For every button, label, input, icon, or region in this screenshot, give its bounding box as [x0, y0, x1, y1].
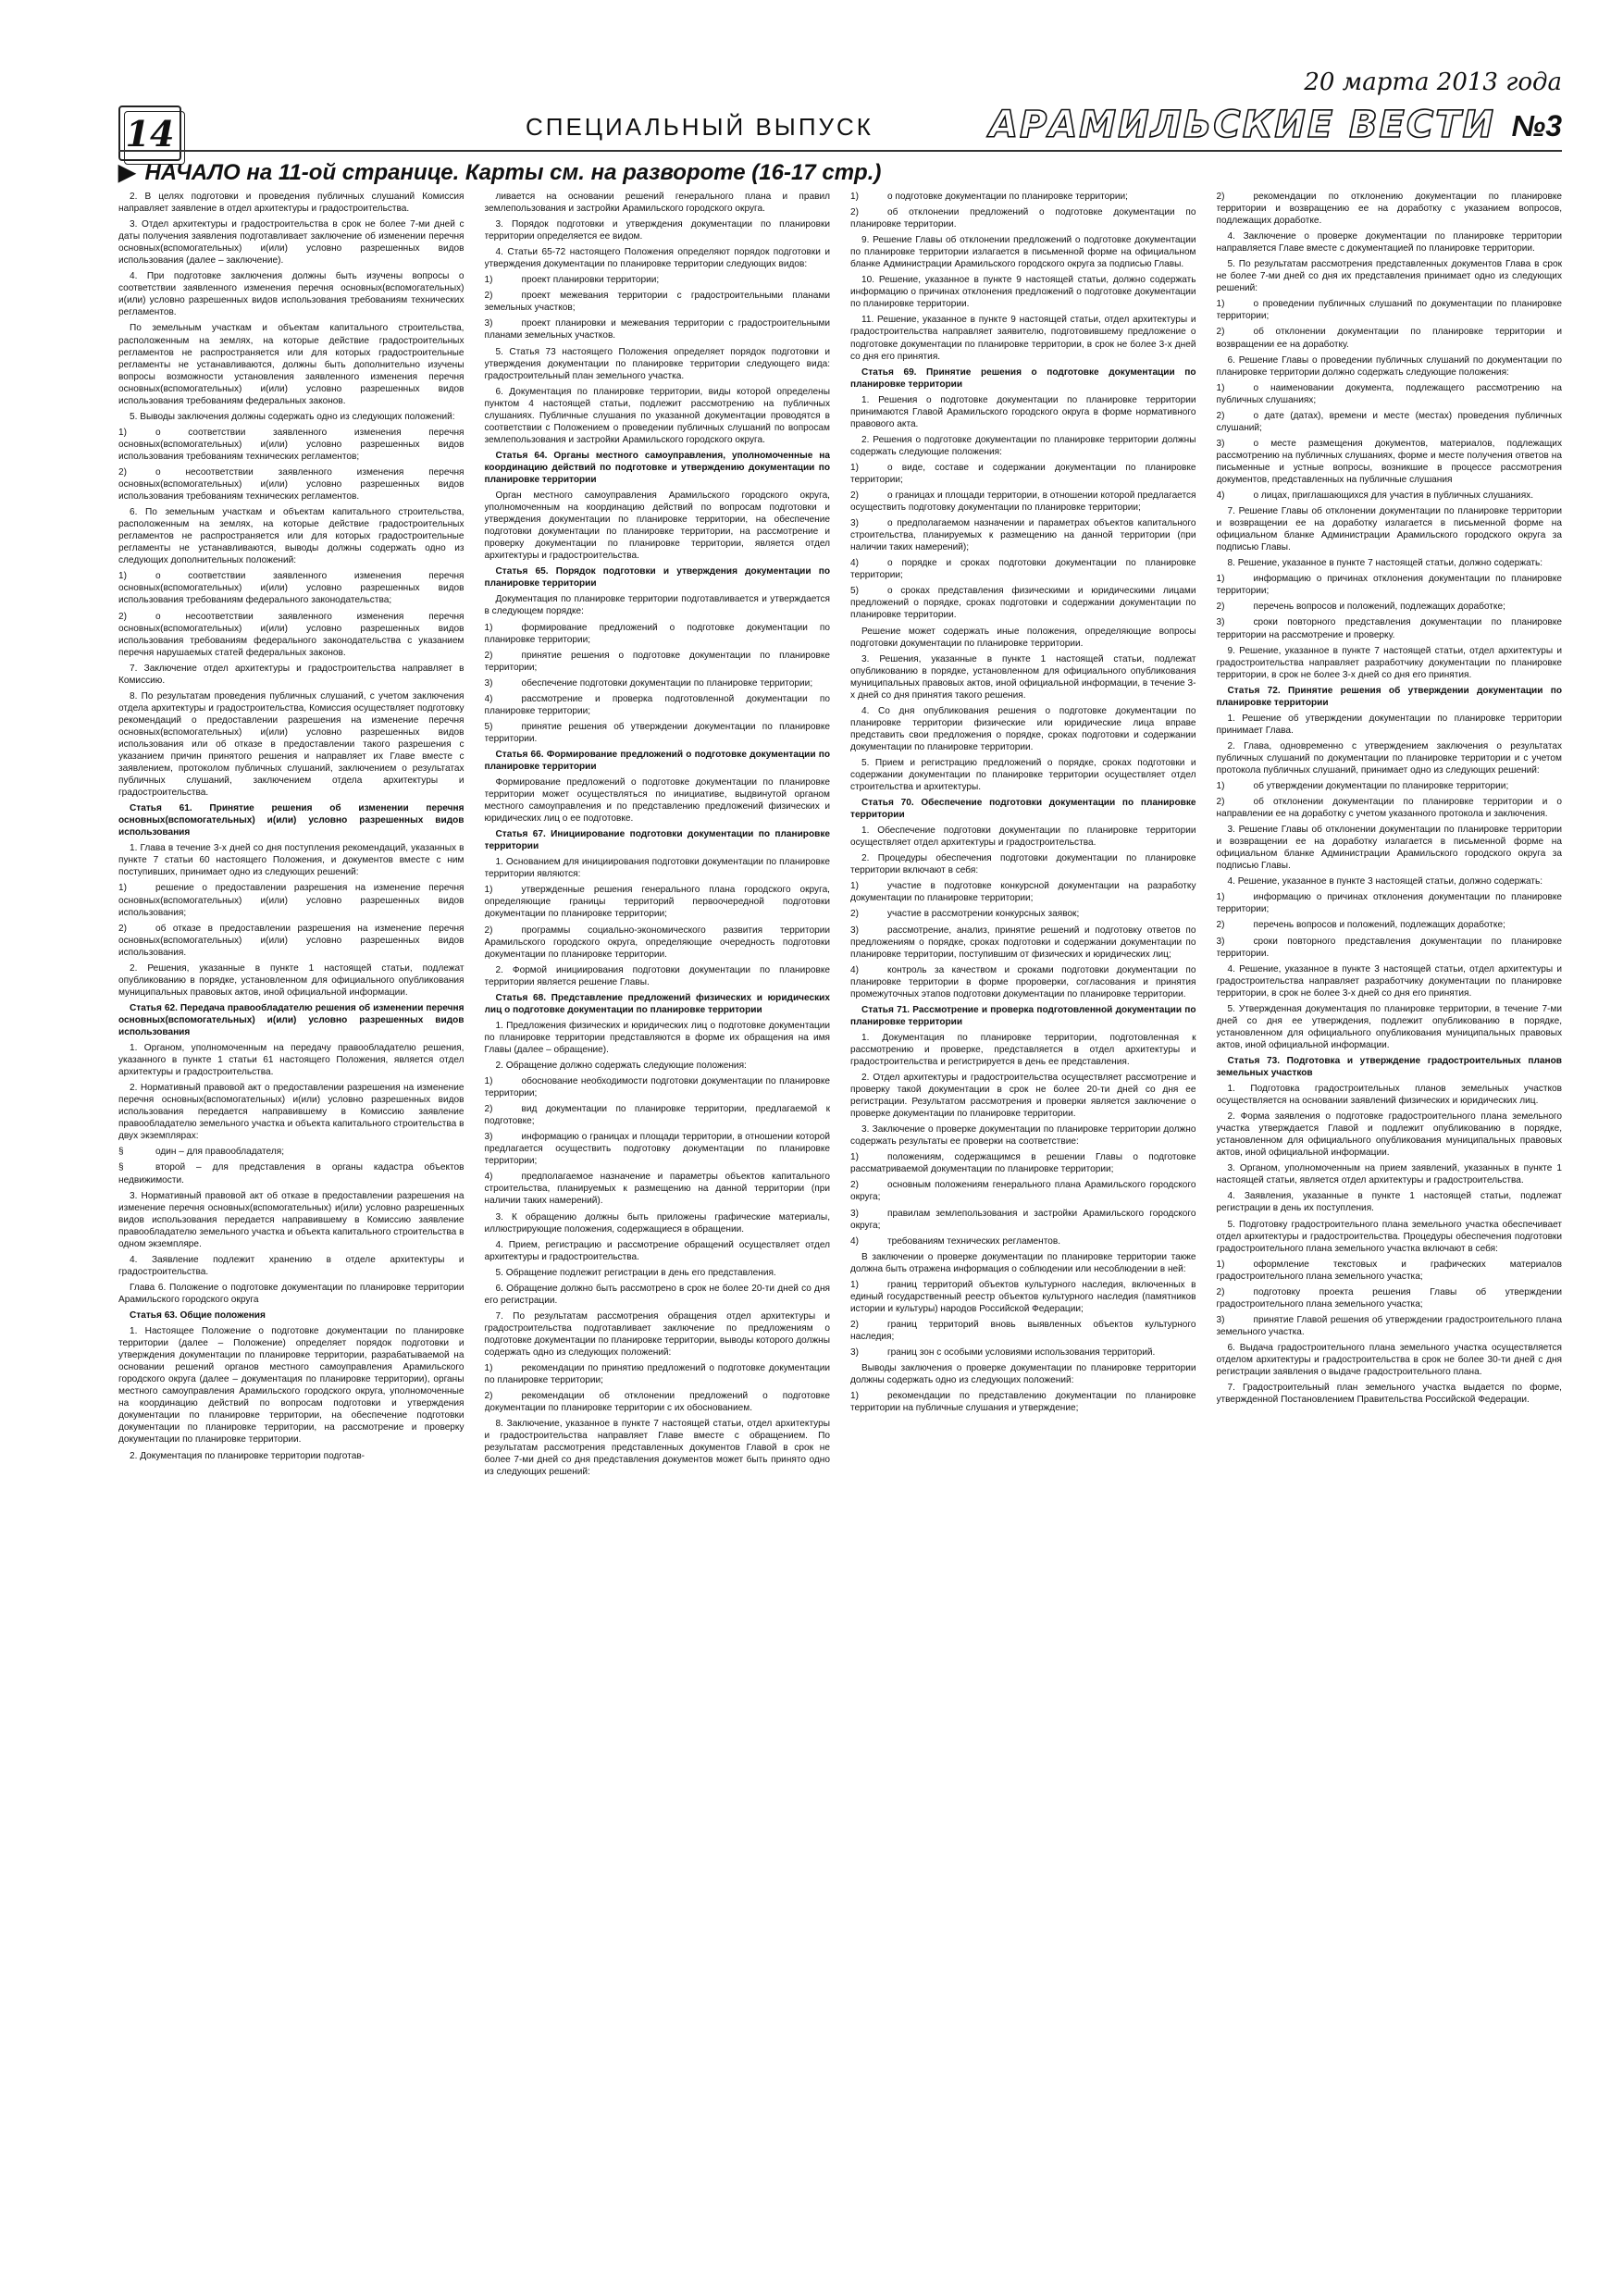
paragraph: 1. Документация по планировке территории, подготовленная к рассмотрению и проверке, представляется в отдел архитектуры и градостроительства и регистрируется в день ее представления. [850, 1032, 1196, 1067]
list-item-text: о несоответствии заявленного изменения перечня основных(вспомогательных) и(или) условно разрешенных видов использования требованиям федерального законодательства с указанием перечня нарушаемых статей федеральных законов. [118, 611, 465, 658]
paragraph: Решение может содержать иные положения, определяющие вопросы подготовки документации по планировке территории. [850, 626, 1196, 649]
list-marker: 2) [1216, 920, 1225, 931]
list-marker: 4) [850, 1235, 859, 1247]
list-item [485, 693, 831, 717]
column-3 [850, 191, 1196, 2273]
list-item [850, 908, 1196, 920]
list-item [1217, 601, 1563, 613]
article-heading: Статья 68. Представление предложений физических и юридических лиц о подготовке документации по планировке территории [484, 992, 830, 1015]
list-item [485, 622, 831, 646]
column-1 [118, 191, 465, 2273]
list-marker: 4) [484, 693, 493, 704]
list-item [850, 585, 1196, 621]
list-marker: 3) [1216, 438, 1225, 449]
issue-date: 20 марта 2013 года [1304, 68, 1562, 96]
paragraph: 1. Основанием для инициирования подготовки документации по планировке территории являются: [484, 857, 830, 880]
list-item-text: вид документации по планировке территории, предлагаемой к подготовке; [484, 1104, 830, 1127]
page-header [118, 67, 1562, 155]
list-item-text: рассмотрение, анализ, принятие решений и подготовку ответов по предложениям о порядке, сроках подготовки и содержании документации по планировке территории, поступившим от физических и юридических лиц; [850, 925, 1196, 960]
paragraph: 6. Выдача градостроительного плана земельного участка осуществляется отделом архитектуры и градостроительства в срок не более 30-ти дней с дня регистрации заявления о выдаче градостроительного плана. [1216, 1342, 1562, 1378]
list-marker: 2) [484, 925, 493, 936]
paragraph: 1. Органом, уполномоченным на передачу правообладателю решения, указанного в пункте 1 статьи 61 настоящего Положения, является отдел архитектуры и градостроительства. [118, 1043, 465, 1078]
list-item-text: участие в подготовке конкурсной документации на разработку документации по планировке территории; [850, 881, 1196, 904]
list-item-text: о проведении публичных слушаний по документации по планировке территории; [1216, 299, 1562, 322]
list-item-text: рассмотрение и проверка подготовленной документации по планировке территории; [484, 693, 830, 716]
column-2 [485, 191, 831, 2273]
paragraph: 4. Решение, указанное в пункте 3 настоящей статьи, отдел архитектуры и градостроительства направляет разработчику документации по планировке территории, в срок не более 3-х дней со дня его принятия. [1216, 963, 1562, 999]
list-marker: 2) [118, 466, 127, 478]
list-item [485, 650, 831, 674]
paragraph: 7. Градостроительный план земельного участка выдается по форме, утвержденной Постановлением Правительства Российской Федерации. [1216, 1383, 1562, 1406]
list-item [1217, 796, 1563, 820]
paragraph: 6. По земельным участкам и объектам капитального строительства, расположенным на землях, на которые действие градостроительных регламентов не распространяется или для которых градостроительные регламенты не устанавливаются, выводы должны содержать одно из следующих дополнительных положений: [118, 507, 465, 566]
list-marker: 1) [1216, 299, 1225, 310]
list-item-text: проект планировки и межевания территории с градостроительными планами земельных участков. [484, 318, 830, 341]
paragraph: 2. В целях подготовки и проведения публичных слушаний Комиссия направляет заявление в отдел архитектуры и градостроительства. [118, 192, 465, 215]
list-marker: 4) [850, 558, 859, 569]
list-item [850, 191, 1196, 203]
list-item [118, 1146, 465, 1158]
article-heading: Статья 66. Формирование предложений о подготовке документации по планировке территории [484, 749, 830, 772]
list-item-text: о подготовке документации по планировке территории; [887, 192, 1128, 202]
list-marker: 1) [484, 1363, 493, 1374]
paragraph: 1. Решения о подготовке документации по планировке территории принимаются Главой Арамильского городского округа в форме нормативного правового акта. [850, 394, 1196, 429]
paragraph: 2. Решения, указанные в пункте 1 настоящей статьи, подлежат опубликованию в порядке, установленном для официального опубликования муниципальных правовых актов, иной официальной информации. [118, 962, 465, 998]
list-item [118, 611, 465, 659]
page-number: 14 [118, 105, 181, 161]
list-marker: 2) [850, 207, 859, 218]
paragraph: 4. Со дня опубликования решения о подготовке документации по планировке территории физические или юридические лица вправе представить свои предложения о порядке, сроках подготовки и содержании документации по планировке территории. [850, 705, 1196, 752]
list-item [485, 1362, 831, 1386]
paragraph: 2. Формой инициирования подготовки документации по планировке территории является решение Главы. [484, 964, 830, 987]
list-item [485, 290, 831, 314]
list-marker: 3) [484, 318, 493, 329]
paragraph: Орган местного самоуправления Арамильского городского округа, уполномоченным на координацию действий по вопросам подготовки и утверждения документации по планировке территории, на обеспечение подготовки документации по планировке территории, на рассмотрение и проверку документации по планировке территории, является отдел архитектуры и градостроительства. [484, 490, 830, 562]
paragraph: 2. Документация по планировке территории подготав- [130, 1450, 365, 1461]
list-item-text: об отказе в предоставлении разрешения на изменение перечня основных(вспомогательных) и(или) условно разрешенных видов использования. [118, 923, 465, 958]
list-item-text: о сроках представления физическими и юридическими лицами предложений о порядке, сроках подготовки и содержании документации по планировке территории. [850, 586, 1196, 621]
paragraph: 1. Решение об утверждении документации по планировке территории принимает Глава. [1216, 713, 1562, 736]
paragraph: 5. Выводы заключения должны содержать одно из следующих положений: [130, 411, 455, 422]
paragraph: 3. Решения, указанные в пункте 1 настоящей статьи, подлежат опубликованию в порядке, установленном для официального опубликования муниципальных правовых актов, иной официальной информации, в течение 3-х дней со дня принятия такого решения. [850, 653, 1196, 701]
list-item-text: принятие решения о подготовке документации по планировке территории; [484, 650, 830, 673]
list-item-text: подготовку проекта решения Главы об утверждении градостроительного плана земельного участка; [1216, 1286, 1562, 1309]
list-marker: 2) [1216, 1286, 1225, 1297]
list-item [850, 1347, 1196, 1359]
paragraph: 9. Решение Главы об отклонении предложений о подготовке документации по планировке территории излагается в письменной форме на официальном бланке Администрации Арамильского городского округа за подписью Главы. [850, 235, 1196, 270]
list-item [1217, 616, 1563, 640]
list-marker: 1) [1216, 892, 1225, 903]
list-item [850, 1208, 1196, 1232]
paragraph: 2. Глава, одновременно с утверждением заключения о результатах публичных слушаний по документации по планировке территории и с учетом протокола публичных слушаний, принимает одно из следующих решений: [1216, 740, 1562, 776]
list-item-text: проект планировки территории; [521, 275, 660, 286]
list-item [118, 882, 465, 918]
list-item [485, 1103, 831, 1127]
list-marker: 3) [850, 1208, 859, 1219]
list-item-text: о месте размещения документов, материалов, подлежащих рассмотрению на публичных слушаниях, форме и месте получения ответов на письменные и устные вопросы, возникшие в процессе рассмотрения документов, представленных на публичные слушания [1216, 438, 1562, 485]
list-item-text: об отклонении предложений о подготовке документации по планировке территории. [850, 207, 1196, 230]
list-item-text: об отклонении документации по планировке территории и о направлении ее на доработку с учетом указанного протокола и заключения. [1216, 797, 1562, 820]
paragraph: 10. Решение, указанное в пункте 9 настоящей статьи, должно содержать информацию о причинах отклонения предложений о подготовке документации по планировке территории. [850, 275, 1196, 310]
paragraph: 2. Форма заявления о подготовке градостроительного плана земельного участка утверждается Главой и подлежит опубликованию в порядке, установленном для официального опубликования муниципальных правовых актов, иной официальной информации. [1216, 1111, 1562, 1159]
list-item [1217, 326, 1563, 350]
list-item-text: о порядке и сроках подготовки документации по планировке территории; [850, 558, 1196, 581]
list-item [485, 274, 831, 286]
article-heading: Статья 73. Подготовка и утверждение градостроительных планов земельных участков [1216, 1055, 1562, 1078]
play-arrow-icon: ▶ [118, 160, 136, 185]
list-marker: 3) [1216, 617, 1225, 628]
list-item-text: проект межевания территории с градостроительными планами земельных участков; [484, 291, 830, 314]
paragraph: Выводы заключения о проверке документации по планировке территории должны содержать одно из следующих положений: [850, 1363, 1196, 1386]
list-item-text: границ зон с особыми условиями использования территорий. [887, 1347, 1156, 1358]
paragraph: 7. По результатам рассмотрения обращения отдел архитектуры и градостроительства подготавливает заключение по предложениям о подготовке документации по планировке территории, выводы которого должны содержать одно из следующих положений: [484, 1310, 830, 1358]
list-marker: 2) [118, 923, 127, 934]
article-heading: Статья 67. Инициирование подготовки документации по планировке территории [484, 829, 830, 852]
list-item-text: контроль за качеством и сроками подготовки документации по планировке территории в форме пророверки, согласования и принятия промежуточных этапов подготовки документации по планировке территории. [850, 964, 1196, 999]
list-item [850, 1390, 1196, 1414]
article-heading: Статья 71. Рассмотрение и проверка подготовленной документации по планировке территории [850, 1004, 1196, 1027]
issue-number: №3 [1511, 109, 1562, 143]
list-item [850, 557, 1196, 581]
paragraph: 2. Обращение должно содержать следующие положения: [495, 1061, 747, 1071]
article-heading: Статья 62. Передача правообладателю решения об изменении перечня основных(вспомогательных) и(или) условно разрешенных видов использования [118, 1002, 465, 1037]
paragraph: Глава 6. Положение о подготовке документации по планировке территории Арамильского городского округа [118, 1282, 465, 1305]
list-item-text: о виде, составе и содержании документации по планировке территории; [850, 462, 1196, 485]
list-marker: 4) [484, 1172, 493, 1183]
paragraph: ливается на основании решений генерального плана и правил землепользования и застройки Арамильского городского округа. [484, 192, 830, 215]
list-item-text: информацию о причинах отклонения документации по планировке территории; [1216, 892, 1562, 915]
list-marker: 3) [850, 518, 859, 529]
list-item-text: сроки повторного представления документации по планировке территории на рассмотрение и проверку. [1216, 617, 1562, 640]
list-marker: 2) [850, 1180, 859, 1191]
list-item [485, 925, 831, 961]
list-item-text: положениям, содержащимся в решении Главы о подготовке рассматриваемой документации по планировке территории; [850, 1152, 1196, 1175]
list-item [118, 466, 465, 503]
list-marker: 1) [118, 571, 127, 582]
paragraph: В заключении о проверке документации по планировке территории также должна быть отражена информация о соблюдении или несоблюдении в ней: [850, 1251, 1196, 1274]
list-item [850, 880, 1196, 904]
list-marker: 3) [484, 677, 493, 689]
paragraph: 5. Прием и регистрацию предложений о порядке, сроках подготовки и содержании документации по планировке территории осуществляет отдел строительства и архитектуры. [850, 757, 1196, 793]
list-item [850, 462, 1196, 486]
paragraph: 4. Статьи 65-72 настоящего Положения определяют порядок подготовки и утверждения документации по планировке территории следующих видов: [484, 247, 830, 270]
paragraph: 3. Заключение о проверке документации по планировке территории должно содержать результаты ее проверки на соответствие: [850, 1124, 1196, 1148]
list-item-text: программы социально-экономического развития территории Арамильского городского округа, определяющие очередность подготовки документации по планировке территории. [484, 925, 830, 960]
list-item [850, 925, 1196, 961]
list-item [850, 1179, 1196, 1203]
list-marker: 2) [1216, 327, 1225, 338]
article-heading: Статья 65. Порядок подготовки и утверждения документации по планировке территории [484, 566, 830, 590]
list-item-text: принятие Главой решения об утверждении градостроительного плана земельного участка. [1216, 1314, 1562, 1337]
list-item [850, 206, 1196, 230]
article-heading: Статья 69. Принятие решения о подготовке документации по планировке территории [850, 366, 1196, 390]
paragraph: 3. Отдел архитектуры и градостроительства в срок не более 7-ми дней с даты получения заявления подготавливает заключение об изменении перечня основных(вспомогательных) и(или) условно разрешенных видов использования (далее – заключение). [118, 219, 465, 267]
list-marker: 1) [1216, 574, 1225, 585]
list-item [1217, 382, 1563, 406]
list-marker: 2) [850, 1319, 859, 1330]
paragraph: 7. Заключение отдел архитектуры и градостроительства направляет в Комиссию. [118, 663, 465, 686]
article-columns [118, 191, 1562, 2273]
list-item-text: об утверждении документации по планировке территории; [1253, 781, 1509, 792]
article-heading: Статья 64. Органы местного самоуправления, уполномоченные на координацию действий по подготовке и утверждению документации по планировке территории [484, 450, 830, 485]
list-marker: 2) [1216, 410, 1225, 421]
list-marker: 1) [850, 192, 859, 202]
list-marker: 3) [1216, 1314, 1225, 1325]
list-item [118, 1161, 465, 1185]
list-marker: 2) [484, 291, 493, 302]
paragraph: 1. Подготовка градостроительных планов земельных участков осуществляется на основании заявлений физических и юридических лиц. [1216, 1084, 1562, 1107]
list-item-text: обоснование необходимости подготовки документации по планировке территории; [484, 1076, 830, 1099]
paragraph: 8. Заключение, указанное в пункте 7 настоящей статьи, отдел архитектуры и градостроительства направляет Главе вместе с обращением. По результатам рассмотрения представленных документов Главой в срок не более 7-ми дней со дня представления документов может быть принято одно из следующих решений: [484, 1419, 830, 1478]
paragraph: 4. Решение, указанное в пункте 3 настоящей статьи, должно содержать: [1227, 876, 1543, 887]
paragraph: 3. Органом, уполномоченным на прием заявлений, указанных в пункте 1 настоящей статьи, является отдел архитектуры и градостроительства. [1216, 1163, 1562, 1186]
list-marker: 1) [484, 885, 493, 896]
list-item [1217, 573, 1563, 597]
paragraph: 8. Решение, указанное в пункте 7 настоящей статьи, должно содержать: [1227, 558, 1543, 569]
paragraph: 7. Решение Главы об отклонении документации по планировке территории и возвращении ее на доработку излагается в письменной форме на официальном бланке Администрации Арамильского городского округа за подписью Главы. [1216, 506, 1562, 553]
list-marker: 1) [850, 1152, 859, 1163]
list-item-text: требованиям технических регламентов. [887, 1235, 1061, 1247]
list-item [1217, 1259, 1563, 1283]
list-marker: 1) [1216, 382, 1225, 393]
list-marker: 2) [1216, 797, 1225, 808]
paragraph: Формирование предложений о подготовке документации по планировке территории может осуществляться по инициативе, выдвинутой органом местного самоуправления и по представлению предложений физических и юридических лиц о ее подготовке. [484, 777, 830, 825]
paragraph: 3. Решение Главы об отклонении документации по планировке территории и возвращении ее на доработку излагается в письменной форме на официальном бланке Администрации Арамильского городского округа за подписью Главы. [1216, 825, 1562, 872]
list-marker: 1) [118, 883, 127, 894]
list-item-text: о дате (датах), времени и месте (местах) проведения публичных слушаний; [1216, 410, 1562, 433]
list-marker: § [118, 1147, 124, 1158]
list-marker: 1) [850, 1279, 859, 1290]
article-heading: Статья 72. Принятие решения об утверждении документации по планировке территории [1216, 685, 1562, 708]
list-marker: 3) [1216, 936, 1225, 947]
list-item-text: рекомендации по принятию предложений о подготовке документации по планировке территории; [484, 1363, 830, 1386]
list-item-text: перечень вопросов и положений, подлежащих доработке; [1253, 602, 1505, 613]
list-marker: 4) [1216, 490, 1225, 502]
list-marker: 1) [484, 275, 493, 286]
list-item [485, 1390, 831, 1414]
list-item [1217, 1314, 1563, 1338]
header-divider [118, 150, 1562, 152]
list-item-text: основным положениям генерального плана Арамильского городского округа; [850, 1180, 1196, 1203]
paragraph: 1. Предложения физических и юридических лиц о подготовке документации по планировке территории представляются в форме их обращения на имя Главы (далее – обращение). [484, 1020, 830, 1055]
list-item-text: участие в рассмотрении конкурсных заявок; [887, 909, 1080, 920]
paragraph: 5. Обращение подлежит регистрации в день его представления. [495, 1267, 776, 1278]
continuation-text: НАЧАЛО на 11-ой странице. Карты см. на развороте (16-17 стр.) [144, 160, 882, 185]
list-marker: 1) [1216, 1259, 1225, 1270]
list-item [485, 317, 831, 341]
paragraph: 4. Прием, регистрацию и рассмотрение обращений осуществляет отдел архитектуры и градостроительства. [484, 1239, 830, 1262]
paragraph: 4. При подготовке заключения должны быть изучены вопросы о соответствии заявленного изменения перечня основных(вспомогательных) и(или) условно разрешенных видов использования требованиям технических регламентов. [118, 271, 465, 318]
list-marker: 2) [484, 1104, 493, 1115]
newspaper-logo: АРАМИЛЬСКИЕ ВЕСТИ [989, 104, 1495, 146]
paragraph: 2. Решения о подготовке документации по планировке территории должны содержать следующие положения: [850, 434, 1196, 457]
paragraph: 1. Обеспечение подготовки документации по планировке территории осуществляет отдел архитектуры и градостроительства. [850, 825, 1196, 849]
list-item-text: обеспечение подготовки документации по планировке территории; [521, 677, 813, 689]
list-marker: 2) [1216, 192, 1225, 202]
list-item [1217, 780, 1563, 792]
paragraph: 5. Подготовку градостроительного плана земельного участка обеспечивает отдел архитектуры и градостроительства. Процедуры обеспечения подготовки градостроительного плана земельного участка включают в себя: [1216, 1219, 1562, 1254]
list-item-text: рекомендации по отклонению документации по планировке территории и возвращению ее на доработку с указанием вопросов, подлежащих доработке. [1216, 192, 1562, 227]
list-item-text: о несоответствии заявленного изменения перечня основных(вспомогательных) и(или) условно разрешенных видов использования требованиям технических регламентов. [118, 466, 465, 503]
list-item [485, 677, 831, 689]
list-marker: 5) [850, 586, 859, 597]
list-item [1217, 891, 1563, 915]
list-item-text: принятие решения об утверждении документации по планировке территории. [484, 721, 830, 744]
paragraph: Документация по планировке территории подготавливается и утверждается в следующем порядке: [484, 594, 830, 617]
list-marker: 1) [1216, 781, 1225, 792]
paragraph: 9. Решение, указанное в пункте 7 настоящей статьи, отдел архитектуры и градостроительства направляет разработчику документации по планировке территории, в срок не более 3-х дней со дня его принятия. [1216, 645, 1562, 680]
list-item [1217, 298, 1563, 322]
list-marker: 1) [484, 622, 493, 633]
list-item-text: оформление текстовых и графических материалов градостроительного плана земельного участка; [1216, 1259, 1562, 1282]
paragraph: 3. Нормативный правовой акт об отказе в предоставлении разрешения на изменение перечня основных(вспомогательных) и(или) условно разрешенных видов использования передается направившему в Комиссию заявление правообладателю земельного участка и объекта капитального строительства в одном экземпляре. [118, 1190, 465, 1249]
list-item-text: информацию о границах и площади территории, в отношении которой предлагается осуществить подготовку документации по планировке территории; [484, 1132, 830, 1167]
paragraph: 2. Отдел архитектуры и градостроительства осуществляет рассмотрение и проверку такой документации в срок не более 20-ти дней со дня ее регистрации. Результатом рассмотрения и проверки является заключение о проверке документации по планировке территории. [850, 1073, 1196, 1120]
list-item [118, 570, 465, 606]
list-item [1217, 936, 1563, 960]
list-item [1217, 410, 1563, 434]
list-item-text: утвержденные решения генерального плана городского округа, определяющие границы территорий первоочередной подготовки документации по планировке территории; [484, 885, 830, 920]
paragraph: По земельным участкам и объектам капитального строительства, расположенным на землях, на которые действие градостроительных регламентов не распространяется или для которых градостроительные регламенты не устанавливаются, должны быть дополнительно изучены вопросы возможности установления заявленного изменения перечня основных(вспомогательных) и(или) условно разрешенных видов использования требованиям федеральных законов. [118, 323, 465, 406]
list-item [1217, 438, 1563, 486]
list-item [118, 923, 465, 959]
paragraph: 5. Утвержденная документация по планировке территории, в течение 7-ми дней со дня ее утверждения, подлежит опубликованию в порядке, установленном для официального опубликования муниципальных правовых актов, иной официальной информации. [1216, 1003, 1562, 1050]
paragraph: 1. Настоящее Положение о подготовке документации по планировке территории (далее – Положение) определяет порядок подготовки и утверждения документации по планировке территории, разрабатываемой на основании решений органов местного самоуправления Арамильского городского округа (далее – документация по планировке территории), органы местного самоуправления Арамильского городского округа, уполномоченные на координацию действий по вопросам подготовки и утверждения документации по планировке территории, на обеспечение подготовки документации по планировке территории, на рассмотрение и проверку документации по планировке территории. [118, 1326, 465, 1446]
list-item [850, 1151, 1196, 1175]
list-marker: 3) [850, 1347, 859, 1358]
paragraph: 2. Процедуры обеспечения подготовки документации по планировке территории включают в себя: [850, 853, 1196, 876]
paragraph: 6. Решение Главы о проведении публичных слушаний по документации по планировке территории должно содержать следующие положения: [1216, 354, 1562, 378]
paragraph: 2. Нормативный правовой акт о предоставлении разрешения на изменение перечня основных(вспомогательных) и(или) условно разрешенных видов использования передается направившему в Комиссию заявление правообладателю земельного участка и объекта капитального строительства в двух экземплярах: [118, 1083, 465, 1142]
list-item-text: информацию о причинах отклонения документации по планировке территории; [1216, 574, 1562, 597]
list-item-text: сроки повторного представления документации по планировке территории. [1216, 936, 1562, 959]
list-item-text: рекомендации об отклонении предложений о подготовке документации по планировке территории с их обоснованием. [484, 1391, 830, 1414]
paragraph: 4. Заявление подлежит хранению в отделе архитектуры и градостроительства. [118, 1254, 465, 1277]
list-item [850, 517, 1196, 553]
list-item-text: о соответствии заявленного изменения перечня основных(вспомогательных) и(или) условно разрешенных видов использования требованиям технических регламентов; [118, 427, 465, 462]
list-marker: 3) [484, 1132, 493, 1143]
list-item [850, 1279, 1196, 1315]
list-marker: 1) [850, 1391, 859, 1402]
paragraph: 4. Заключение о проверке документации по планировке территории направляется Главе вместе с документацией по планировке территории. [1216, 231, 1562, 254]
list-item [1217, 490, 1563, 502]
section-title: СПЕЦИАЛЬНЫЙ ВЫПУСК [526, 113, 873, 141]
list-item-text: о лицах, приглашающихся для участия в публичных слушаниях. [1253, 490, 1534, 502]
list-item [485, 1075, 831, 1099]
paragraph: 3. К обращению должны быть приложены графические материалы, иллюстрирующие положения, содержащиеся в обращении. [484, 1211, 830, 1235]
paragraph: 3. Порядок подготовки и утверждения документации по планировки территории определяется ее видом. [484, 219, 830, 242]
list-item [1217, 919, 1563, 931]
list-item [1217, 191, 1563, 227]
list-marker: 3) [850, 925, 859, 936]
list-item-text: один – для правообладателя; [155, 1147, 284, 1158]
list-item [850, 490, 1196, 514]
list-item-text: о соответствии заявленного изменения перечня основных(вспомогательных) и(или) условно разрешенных видов использования требованиям федерального законодательства; [118, 571, 465, 606]
list-item-text: правилам землепользования и застройки Арамильского городского округа; [850, 1208, 1196, 1231]
list-item [850, 964, 1196, 1000]
list-item [1217, 1286, 1563, 1310]
list-item-text: предполагаемое назначение и параметры объектов капитального строительства, планируемых к размещению на данной территории (при наличии таких намерений). [484, 1172, 830, 1207]
paragraph: 8. По результатам проведения публичных слушаний, с учетом заключения отдела архитектуры и градостроительства, Комиссия осуществляет подготовку рекомендаций о предоставлении разрешения на изменение перечня основных(вспомогательных) и(или) условно разрешенных видов использования или об отказе в предоставлении такого разрешения с указанием причин принятого решения и направляет их Главе вместе с заявлением, протоколом публичных слушаний, заключением о результатах публичных слушаний, заключением отдела архитектуры и градостроительства. [118, 690, 465, 799]
list-marker: 2) [484, 1391, 493, 1402]
list-item [485, 721, 831, 745]
column-4 [1217, 191, 1563, 2273]
paragraph: 4. Заявления, указанные в пункте 1 настоящей статьи, подлежат регистрации в день их поступления. [1216, 1191, 1562, 1214]
list-item [850, 1235, 1196, 1247]
list-item-text: второй – для представления в органы кадастра объектов недвижимости. [118, 1162, 465, 1185]
list-item-text: о границах и площади территории, в отношении которой предлагается осуществить подготовку документации по планировке территории; [850, 490, 1196, 514]
list-item-text: о предполагаемом назначении и параметрах объектов капитального строительства, планируемых к размещению на данной территории (при наличии таких намерений); [850, 518, 1196, 553]
continuation-note [118, 159, 881, 186]
list-marker: 2) [850, 490, 859, 502]
list-marker: 2) [1216, 602, 1225, 613]
list-marker: 1) [484, 1076, 493, 1087]
article-heading: Статья 70. Обеспечение подготовки документации по планировке территории [850, 798, 1196, 821]
list-item-text: границ территорий вновь выявленных объектов культурного наследия; [850, 1319, 1196, 1342]
list-marker: § [118, 1162, 124, 1173]
list-marker: 1) [850, 462, 859, 473]
list-marker: 2) [484, 650, 493, 661]
list-marker: 2) [850, 909, 859, 920]
list-item-text: формирование предложений о подготовке документации по планировке территории; [484, 622, 830, 645]
paragraph: 5. По результатам рассмотрения представленных документов Глава в срок не более 7-ми дней со дня их представления принимает одно из следующих решений: [1216, 259, 1562, 294]
list-item [118, 427, 465, 463]
paragraph: 6. Обращение должно быть рассмотрено в срок не более 20-ти дней со дня его регистрации. [484, 1283, 830, 1306]
paragraph: 5. Статья 73 настоящего Положения определяет порядок подготовки и утверждения документации по планировке территории следующего вида: градостроительный план земельного участка. [484, 346, 830, 381]
list-marker: 2) [118, 611, 127, 622]
paragraph: 1. Глава в течение 3-х дней со дня поступления рекомендаций, указанных в пункте 7 статьи 60 настоящего Положения, и документов вместе с ним поступивших, принимает одно из следующих решений: [118, 843, 465, 878]
list-item-text: рекомендации по представлению документации по планировке территории на публичные слушания и утверждение; [850, 1391, 1196, 1414]
list-item-text: о наименовании документа, подлежащего рассмотрению на публичных слушаниях; [1216, 382, 1562, 405]
list-item-text: границ территорий объектов культурного наследия, включенных в единый государственный реестр объектов культурного наследия (памятников истории и культуры) народов Российской Федерации; [850, 1279, 1196, 1314]
list-marker: 1) [850, 881, 859, 892]
list-item-text: перечень вопросов и положений, подлежащих доработке; [1253, 920, 1505, 931]
list-item [485, 1131, 831, 1167]
paragraph: 11. Решение, указанное в пункте 9 настоящей статьи, отдел архитектуры и градостроительства направляет заявителю, подготовившему предложение о подготовке документации по планировке территории, в срок не более 3-х дней со дня его принятия. [850, 315, 1196, 362]
list-marker: 4) [850, 964, 859, 975]
article-heading: Статья 63. Общие положения [130, 1309, 266, 1321]
list-marker: 5) [484, 721, 493, 732]
list-item [485, 1171, 831, 1207]
paragraph: 6. Документация по планировке территории, виды которой определены пунктом 4 настоящей статьи, подлежит рассмотрению на публичных слушаниях. Публичные слушания по указанной документации проводятся в соответствии с Положением о проведении публичных слушаний по вопросам землепользования и застройки Арамильского городского округа. [484, 386, 830, 445]
article-heading: Статья 61. Принятие решения об изменении перечня основных(вспомогательных) и(или) условно разрешенных видов использования [118, 803, 465, 838]
list-item-text: решение о предоставлении разрешения на изменение перечня основных(вспомогательных) и(или) условно разрешенных видов использования; [118, 883, 465, 918]
list-marker: 1) [118, 427, 127, 438]
list-item [850, 1319, 1196, 1343]
list-item-text: об отклонении документации по планировке территории и возвращении ее на доработку. [1216, 327, 1562, 350]
list-item [485, 884, 831, 920]
